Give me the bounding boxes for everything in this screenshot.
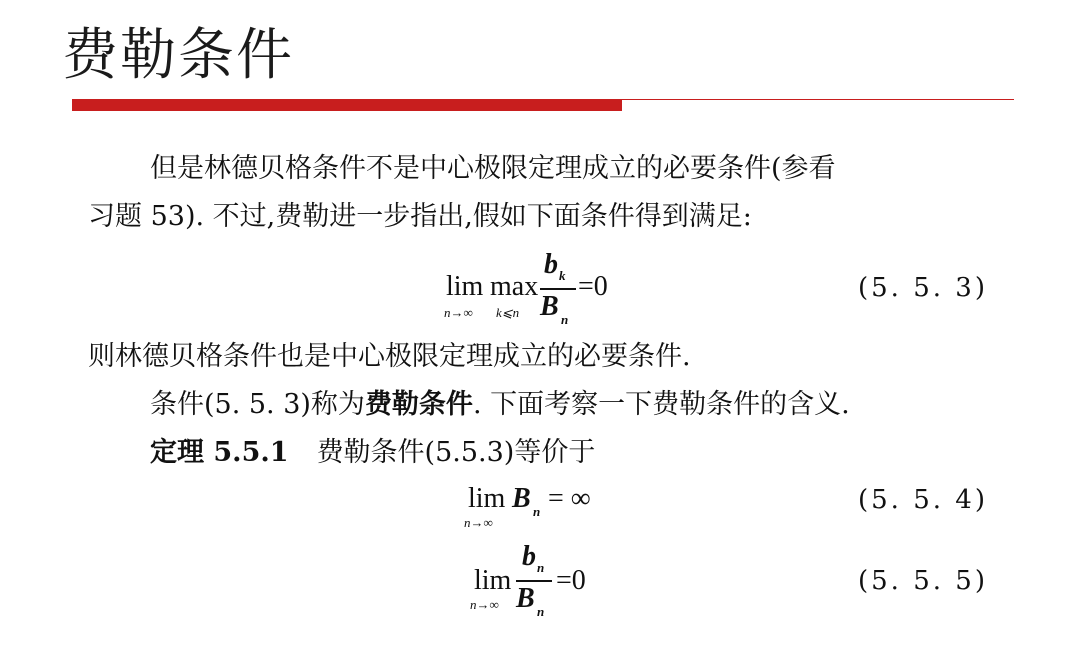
- theorem-text: 费勒条件(5.5.3)等价于: [316, 437, 596, 468]
- eq2-lim-subscript: n→∞: [464, 515, 493, 530]
- page-title: 费勒条件: [62, 23, 294, 88]
- eq3-fraction-bar: [516, 580, 552, 582]
- paragraph-1-line-2: 习题 53). 不过,费勒进一步指出,假如下面条件得到满足:: [88, 201, 752, 232]
- theorem-line: [150, 436, 595, 470]
- eq3-lim-subscript: n→∞: [470, 597, 499, 612]
- equation-5-5-3: [440, 248, 640, 328]
- eq1-max: max: [490, 271, 539, 302]
- title-rule-thin: [622, 99, 1014, 100]
- eq3-numerator: b: [522, 541, 536, 572]
- eq1-denominator-subscript: n: [561, 312, 569, 327]
- eq1-numerator: b: [544, 249, 558, 280]
- paragraph-2: 则林德贝格条件也是中心极限定理成立的必要条件.: [88, 341, 691, 372]
- title-rule-thick: [72, 99, 622, 111]
- paragraph-3-text-before: 条件(5. 5. 3)称为: [150, 389, 365, 420]
- paragraph-3: [150, 388, 850, 422]
- eq1-max-subscript: k⩽n: [496, 305, 520, 320]
- eq3-denominator-subscript: n: [537, 604, 545, 619]
- paragraph-3-bold-term: 费勒条件: [364, 389, 473, 420]
- eq3-numerator-subscript: n: [537, 560, 545, 575]
- eq3-rhs: =0: [556, 565, 586, 596]
- paragraph-1-line-1: 但是林德贝格条件不是中心极限定理成立的必要条件(参看: [150, 153, 836, 184]
- eq1-numerator-subscript: k: [559, 268, 566, 283]
- eq1-fraction-bar: [540, 288, 576, 290]
- eq1-lim-subscript: n→∞: [444, 305, 473, 320]
- equation-5-5-4: [462, 482, 612, 532]
- theorem-label: 定理 5.5.1: [150, 437, 289, 468]
- equation-5-5-5: [470, 540, 620, 620]
- eq1-rhs: =0: [578, 271, 608, 302]
- eq3-denominator: B: [516, 583, 535, 614]
- eq2-lim: lim: [468, 483, 506, 514]
- paragraph-3-text-after: . 下面考察一下费勒条件的含义.: [472, 389, 850, 420]
- equation-number-5-5-3: (5. 5. 3): [858, 273, 988, 303]
- eq1-lim: lim: [446, 271, 484, 302]
- eq2-body: B: [512, 483, 531, 514]
- eq2-rhs: = ∞: [548, 483, 591, 514]
- equation-number-5-5-5: (5. 5. 5): [858, 566, 988, 596]
- equation-number-5-5-4: (5. 5. 4): [858, 485, 988, 515]
- eq2-body-subscript: n: [533, 504, 541, 519]
- eq3-lim: lim: [474, 565, 512, 596]
- eq1-denominator: B: [540, 291, 559, 322]
